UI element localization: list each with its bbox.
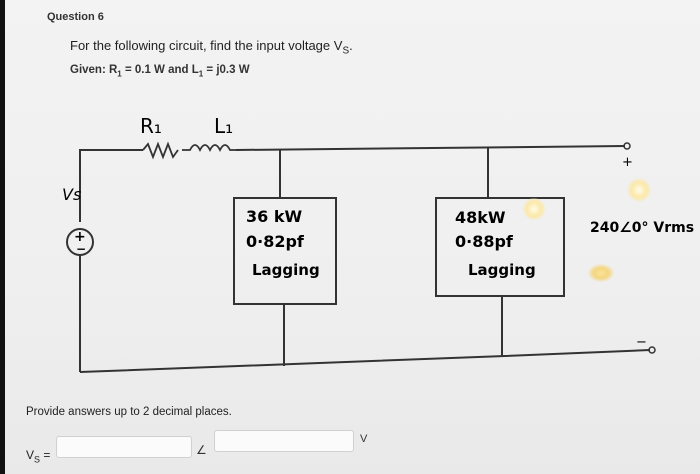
given-text: Given: R — [70, 64, 118, 76]
prompt-text: For the following circuit, find the input voltage V — [70, 38, 343, 53]
question-number: Question 6 — [47, 11, 104, 23]
vs-answer-v: V — [26, 448, 35, 462]
top-wire-left — [80, 150, 143, 165]
vs-handwritten-label: Vs — [62, 185, 82, 204]
vs-answer-eq: = — [40, 448, 51, 462]
prompt-subscript: S — [342, 45, 350, 57]
given-l-subscript: 1 — [198, 69, 204, 79]
r1-label: R₁ — [140, 114, 162, 138]
instructions-text: Provide answers up to 2 decimal places. — [26, 406, 232, 418]
prompt-end: . — [349, 38, 353, 53]
inductor-symbol — [182, 145, 236, 150]
source-plus: + — [74, 229, 86, 245]
bottom-wire — [80, 350, 650, 372]
angle-input[interactable] — [214, 430, 354, 452]
vs-answer-subscript: S — [34, 454, 41, 465]
terminal-plus: + — [622, 155, 633, 170]
terminal-minus: − — [636, 335, 647, 350]
load1-type: Lagging — [252, 261, 320, 279]
l1-label: L₁ — [214, 114, 234, 138]
angle-symbol: ∠ — [196, 443, 207, 457]
load1-power: 36 kW — [246, 207, 303, 226]
load2-power: 48kW — [455, 208, 506, 227]
load1-pf: 0·82pf — [246, 232, 304, 251]
source-voltage-label: 240∠0° Vrms — [590, 220, 695, 236]
resistor-symbol — [143, 144, 178, 157]
given-l-value: = j0.3 W — [203, 64, 250, 76]
given-r-value: = 0.1 W and L — [121, 64, 199, 76]
magnitude-input[interactable] — [56, 436, 192, 458]
load2-pf: 0·88pf — [455, 232, 513, 251]
load2-type: Lagging — [468, 261, 536, 279]
given-r-subscript: 1 — [117, 69, 122, 79]
unit-label: V — [360, 433, 368, 445]
top-wire-right — [236, 146, 625, 150]
source-minus: − — [76, 242, 87, 256]
vs-answer-label — [26, 448, 50, 464]
